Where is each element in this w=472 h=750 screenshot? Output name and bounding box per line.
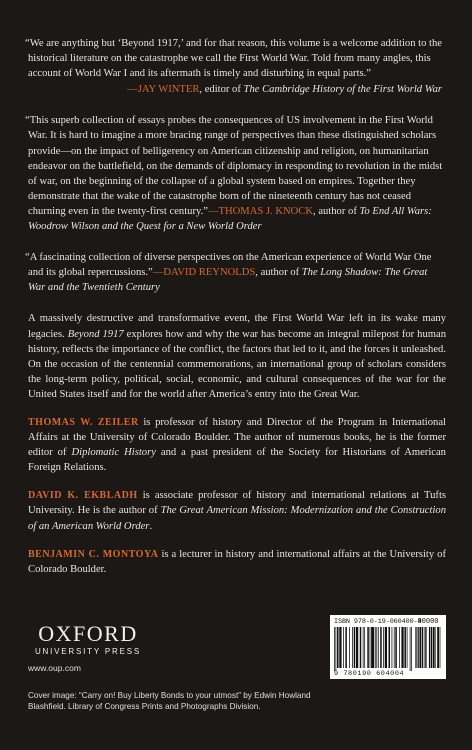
description-book-title: Beyond 1917 [67, 328, 124, 340]
barcode-addon [415, 618, 441, 671]
barcode-bar [416, 627, 417, 668]
barcode-bar [334, 627, 335, 671]
blurb-author: —THOMAS J. KNOCK [207, 205, 314, 217]
blurb-role: , editor of [199, 84, 244, 96]
barcode-bar [433, 627, 435, 668]
blurb-quote: “A fascinating collection of diverse perspectives on the American experience of World War One and its global repercussions.” [25, 252, 432, 279]
barcode-main-bars [334, 627, 412, 671]
blurb-attribution [28, 82, 446, 97]
publisher-name: OXFORD [38, 621, 138, 646]
barcode-bar [394, 627, 395, 668]
barcode-bar [349, 627, 350, 668]
barcode-bar [354, 627, 356, 668]
blurb-role: , author of [255, 267, 302, 279]
barcode-bar [419, 627, 421, 668]
barcode-bar [367, 627, 369, 668]
barcode-bar [411, 627, 412, 671]
blurb-author: —DAVID REYNOLDS [152, 267, 256, 279]
barcode-bar [426, 627, 427, 668]
description-text: A massively destructive and transformative event, the First World War left in its wake many legacies. [28, 313, 446, 340]
barcode-bar [343, 627, 344, 668]
barcode-bar [410, 627, 411, 671]
blurb-work: The Cambridge History of the First World War [243, 84, 442, 96]
blurb-quote: “We are anything but ‘Beyond 1917,’ and for that reason, this volume is a welcome addition to the historical literature on the catastrophe we call the First World War. Told from many angles, this account of World War I and its aftermath is timely and disturbing in equal parts.” [25, 38, 442, 80]
barcode-bar [380, 627, 382, 668]
bio-text: is a lecturer in history and international affairs at the University of Colorado Boulder. [28, 548, 446, 575]
barcode-bar [431, 627, 432, 668]
barcode-bar [383, 627, 384, 668]
barcode-bar [401, 627, 403, 668]
blurb-knock [25, 113, 446, 234]
bio-work: Diplomatic History [71, 447, 156, 459]
barcode-bar [437, 627, 439, 668]
blurb-role: , author of [313, 205, 360, 217]
cover-image-credit: Cover image: “Carry on! Buy Liberty Bonds to your utmost” by Edwin Howland Blashfield. Library of Congress Prints and Photographs Division. [28, 691, 311, 711]
barcode-bar [364, 627, 365, 668]
barcode-bar [389, 627, 391, 668]
barcode-bar [360, 627, 362, 668]
barcode-bar [378, 627, 379, 668]
bio-text: is associate professor of history and international relations at Tufts University. He is the author of [28, 490, 447, 517]
bio-text: . [149, 520, 153, 532]
blurb-work: To End All Wars: Woodrow Wilson and the Quest for a New World Order [28, 205, 432, 233]
barcode-bar [336, 627, 337, 671]
barcode-addon-bars [415, 627, 441, 671]
barcode-bar [356, 627, 358, 668]
barcode-bar [339, 627, 341, 668]
barcode-bar [415, 627, 416, 668]
cover-footer [28, 615, 446, 725]
barcode-bar [422, 627, 423, 668]
bio-name: BENJAMIN C. MONTOYA [28, 548, 159, 560]
bio-zeiler [28, 415, 446, 475]
barcode-bar [425, 627, 426, 668]
barcode-bar [352, 627, 353, 668]
barcode-bar [345, 627, 347, 668]
barcode-bar [404, 627, 406, 668]
barcode-bar [385, 627, 387, 668]
bio-text: and a past president of the Society for Historians of American Foreign Relations. [28, 447, 446, 474]
description-text: explores how and why the war has become an integral milepost for human history, reflects the importance of the conflict, the factors that led to it, and the forces it unleashed. On the occasion of the centennial commemorations, an international group of scholars considers the long-term policy, political, social, economic, and cultural consequences of the war for the United States itself and for the world after America’s entry into the Great War. [28, 328, 446, 400]
barcode-bar [440, 627, 441, 668]
barcode-bar [392, 627, 393, 668]
barcode-bar [376, 627, 377, 668]
bio-ekbladh [28, 488, 446, 533]
barcode-bar [429, 627, 430, 668]
barcode-bar [418, 627, 419, 668]
bio-name: DAVID K. EKBLADH [28, 490, 138, 502]
isbn-number: ISBN 978-0-19-060400-4 [334, 618, 422, 626]
barcode-addon-number: 90000 [417, 618, 439, 626]
blurb-winter [25, 36, 446, 81]
barcode-bar [371, 627, 374, 668]
barcode-bar [337, 627, 339, 668]
bio-work: The Great American Mission: Modernization and the Construction of an American World Order [28, 505, 446, 532]
barcode-bar [370, 627, 371, 668]
blurb-reynolds [25, 250, 446, 295]
barcode-digits: 9 780190 604004 [334, 670, 405, 678]
bio-text: is professor of history and Director of the Program in International Affairs at the University of Colorado Boulder. The author of numerous books, he is the former editor of [28, 416, 446, 459]
barcode-bar [435, 627, 436, 668]
publisher-subtitle: UNIVERSITY PRESS [34, 647, 141, 656]
blurb-work: The Long Shadow: The Great War and the Twentieth Century [28, 267, 428, 294]
back-cover-text [25, 36, 447, 577]
bio-montoya [28, 547, 446, 577]
book-description [28, 311, 446, 402]
barcode-bar [395, 627, 397, 668]
publisher-logo [28, 623, 148, 656]
bio-name: THOMAS W. ZEILER [28, 416, 139, 428]
barcode-bar [399, 627, 400, 668]
barcode-bar [363, 627, 364, 668]
isbn-barcode [330, 615, 446, 679]
blurb-quote: “This superb collection of essays probes the consequences of US involvement in the First World War. It is hard to imagine a more bracing range of perspectives than these distinguished scholars provide—on the impact of belligerency on American citizenship and religion, on humanitarian endeavor on the battlefield, on the demands of diplomacy in responding to revolution in the midst of war, on the beginning of the collapse of a global system based on empires. Together they demonstrate that the wake of the catastrophe born of the nineteenth century has not ceased churning even in the twenty-first century.” [25, 115, 443, 217]
barcode-bar [407, 627, 408, 668]
publisher-url: www.oup.com [28, 663, 81, 673]
barcode-bar [375, 627, 376, 668]
blurb-author: —JAY WINTER [127, 84, 200, 96]
